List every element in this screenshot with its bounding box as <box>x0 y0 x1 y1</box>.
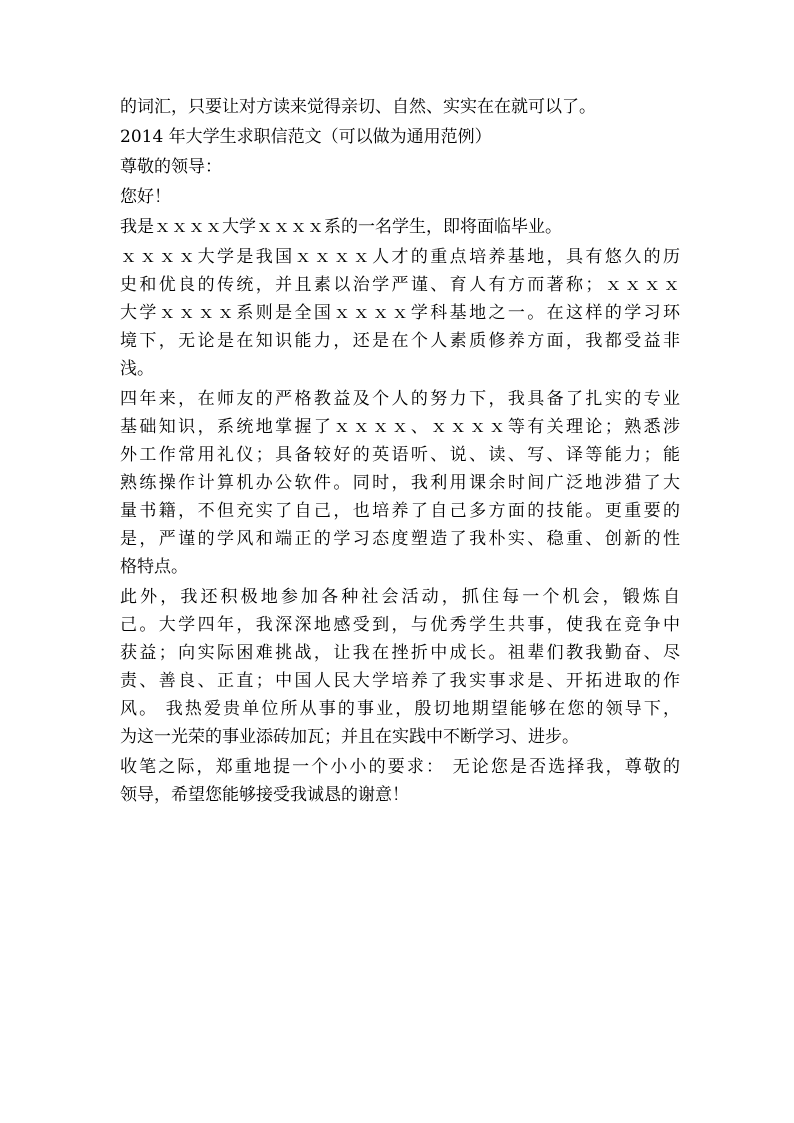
text-line: 史和优良的传统，并且素以治学严谨、育人有方而著称；ｘｘｘｘ <box>120 275 680 295</box>
text-line: 是，严谨的学风和端正的学习态度塑造了我朴实、稳重、创新的性 <box>120 529 680 549</box>
text-line: 大学ｘｘｘｘ系则是全国ｘｘｘｘ学科基地之一。在这样的学习环 <box>120 303 680 323</box>
text-line: ｘｘｘｘ大学是我国ｘｘｘｘ人才的重点培养基地，具有悠久的历 <box>120 247 680 267</box>
text-line: 境下，无论是在知识能力，还是在个人素质修养方面，我都受益非 <box>120 331 680 351</box>
paragraph <box>120 583 680 751</box>
text-line: 收笔之际，郑重地提一个小小的要求： 无论您是否选择我，尊敬的 <box>120 757 680 777</box>
paragraph <box>120 93 680 121</box>
text-line: 为这一光荣的事业添砖加瓦；并且在实践中不断学习、进步。 <box>120 727 579 747</box>
text-line: 格特点。 <box>120 557 188 577</box>
text-line: 获益；向实际困难挑战，让我在挫折中成长。祖辈们教我勤奋、尽 <box>120 643 680 663</box>
paragraph <box>120 753 680 809</box>
text-line: 浅。 <box>120 359 154 379</box>
text-line: 领导，希望您能够接受我诚恳的谢意！ <box>120 785 409 805</box>
text-line: 量书籍，不但充实了自己，也培养了自己多方面的技能。更重要的 <box>120 501 680 521</box>
text-line: 四年来，在师友的严格教益及个人的努力下，我具备了扎实的专业 <box>120 389 680 409</box>
text-line: 尊敬的领导： <box>120 157 222 177</box>
text-line: 此外，我还积极地参加各种社会活动，抓住每一个机会，锻炼自 <box>120 587 680 607</box>
paragraph <box>120 123 680 151</box>
text-line: 责、善良、正直；中国人民大学培养了我实事求是、开拓进取的作 <box>120 671 680 691</box>
text-line: 2014 年大学生求职信范文（可以做为通用范例） <box>120 127 492 147</box>
text-line: 熟练操作计算机办公软件。同时，我利用课余时间广泛地涉猎了大 <box>120 473 680 493</box>
paragraph <box>120 385 680 581</box>
letter-body <box>120 93 680 809</box>
text-line: 外工作常用礼仪；具备较好的英语听、说、读、写、译等能力；能 <box>120 445 680 465</box>
paragraph <box>120 243 680 383</box>
paragraph <box>120 183 680 211</box>
text-line: 基础知识，系统地掌握了ｘｘｘｘ、ｘｘｘｘ等有关理论；熟悉涉 <box>120 417 680 437</box>
paragraph <box>120 153 680 181</box>
text-line: 风。 我热爱贵单位所从事的事业，殷切地期望能够在您的领导下， <box>120 699 680 719</box>
text-line: 您好！ <box>120 187 171 207</box>
text-line: 的词汇，只要让对方读来觉得亲切、自然、实实在在就可以了。 <box>120 97 596 117</box>
text-line: 己。大学四年，我深深地感受到，与优秀学生共事，使我在竞争中 <box>120 615 680 635</box>
paragraph <box>120 213 680 241</box>
text-line: 我是ｘｘｘｘ大学ｘｘｘｘ系的一名学生，即将面临毕业。 <box>120 217 562 237</box>
